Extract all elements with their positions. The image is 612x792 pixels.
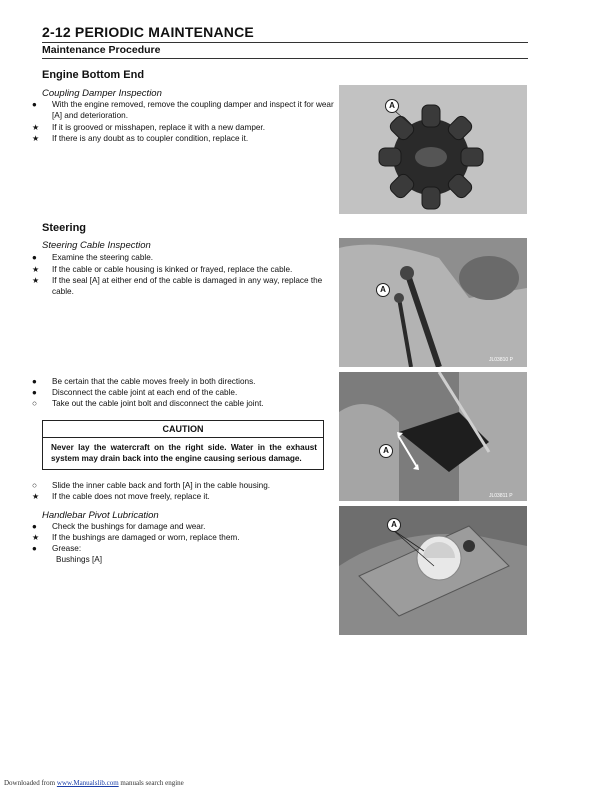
callout-a: A bbox=[376, 283, 390, 297]
list-item: ● Grease: bbox=[32, 544, 82, 553]
list-item: ★ If there is any doubt as to coupler condition, replace it. bbox=[32, 134, 249, 143]
steering-heading: Steering bbox=[42, 222, 87, 234]
section-subtitle: Maintenance Procedure bbox=[42, 44, 161, 56]
download-footer bbox=[4, 779, 184, 787]
caution-box bbox=[42, 420, 324, 470]
callout-a: A bbox=[379, 444, 393, 458]
callout-a: A bbox=[385, 99, 399, 113]
handlebar-subheading: Handlebar Pivot Lubrication bbox=[42, 510, 159, 521]
figure-code: JL03810 P bbox=[489, 357, 513, 363]
cable-joint-photo bbox=[339, 372, 527, 501]
list-item: ★ If it is grooved or misshapen, replace it with a new damper. bbox=[32, 123, 265, 132]
list-item: ★ If the cable does not move freely, replace it. bbox=[32, 492, 210, 501]
list-item: ● With the engine removed, remove the coupling damper and inspect it for wear [A] and deterioration. bbox=[32, 100, 334, 120]
list-item: ★ If the seal [A] at either end of the cable is damaged in any way, replace the cable. bbox=[32, 276, 323, 296]
subtitle-rule bbox=[42, 58, 528, 59]
grease-item: Bushings [A] bbox=[56, 555, 102, 564]
steering-cable-illustration bbox=[339, 238, 527, 367]
handlebar-pivot-photo bbox=[339, 506, 527, 635]
header-rule bbox=[42, 42, 528, 43]
steering-subheading: Steering Cable Inspection bbox=[42, 240, 151, 251]
list-item: ● Be certain that the cable moves freely in both directions. bbox=[32, 377, 256, 386]
page-title: 2-12 PERIODIC MAINTENANCE bbox=[42, 24, 254, 40]
list-item: ● Check the bushings for damage and wear. bbox=[32, 522, 206, 531]
caution-text: Never lay the watercraft on the right side. Water in the exhaust system may drain back into the engine causing serious damage. bbox=[51, 443, 317, 463]
caution-title: CAUTION bbox=[43, 421, 323, 438]
handlebar-pivot-illustration bbox=[339, 506, 527, 635]
cable-joint-illustration bbox=[339, 372, 527, 501]
callout-a: A bbox=[387, 518, 401, 532]
list-item: ○ Slide the inner cable back and forth [A] in the cable housing. bbox=[32, 481, 271, 490]
coupling-damper-photo bbox=[339, 85, 527, 214]
list-item: ● Examine the steering cable. bbox=[32, 253, 154, 262]
manualslib-link[interactable]: www.Manualslib.com bbox=[56, 779, 119, 787]
footer-suffix: manuals search engine bbox=[118, 779, 184, 787]
list-item: ★ If the bushings are damaged or worn, replace them. bbox=[32, 533, 240, 542]
list-item: ★ If the cable or cable housing is kinked or frayed, replace the cable. bbox=[32, 265, 293, 274]
list-item: ○ Take out the cable joint bolt and disconnect the cable joint. bbox=[32, 399, 264, 408]
figure-code: JL03811 P bbox=[489, 493, 513, 499]
list-item: ● Disconnect the cable joint at each end of the cable. bbox=[32, 388, 238, 397]
steering-cable-photo bbox=[339, 238, 527, 367]
engine-heading: Engine Bottom End bbox=[42, 69, 145, 81]
footer-prefix: Downloaded from bbox=[4, 779, 57, 787]
engine-subheading: Coupling Damper Inspection bbox=[42, 88, 162, 99]
coupling-damper-illustration bbox=[339, 85, 527, 214]
